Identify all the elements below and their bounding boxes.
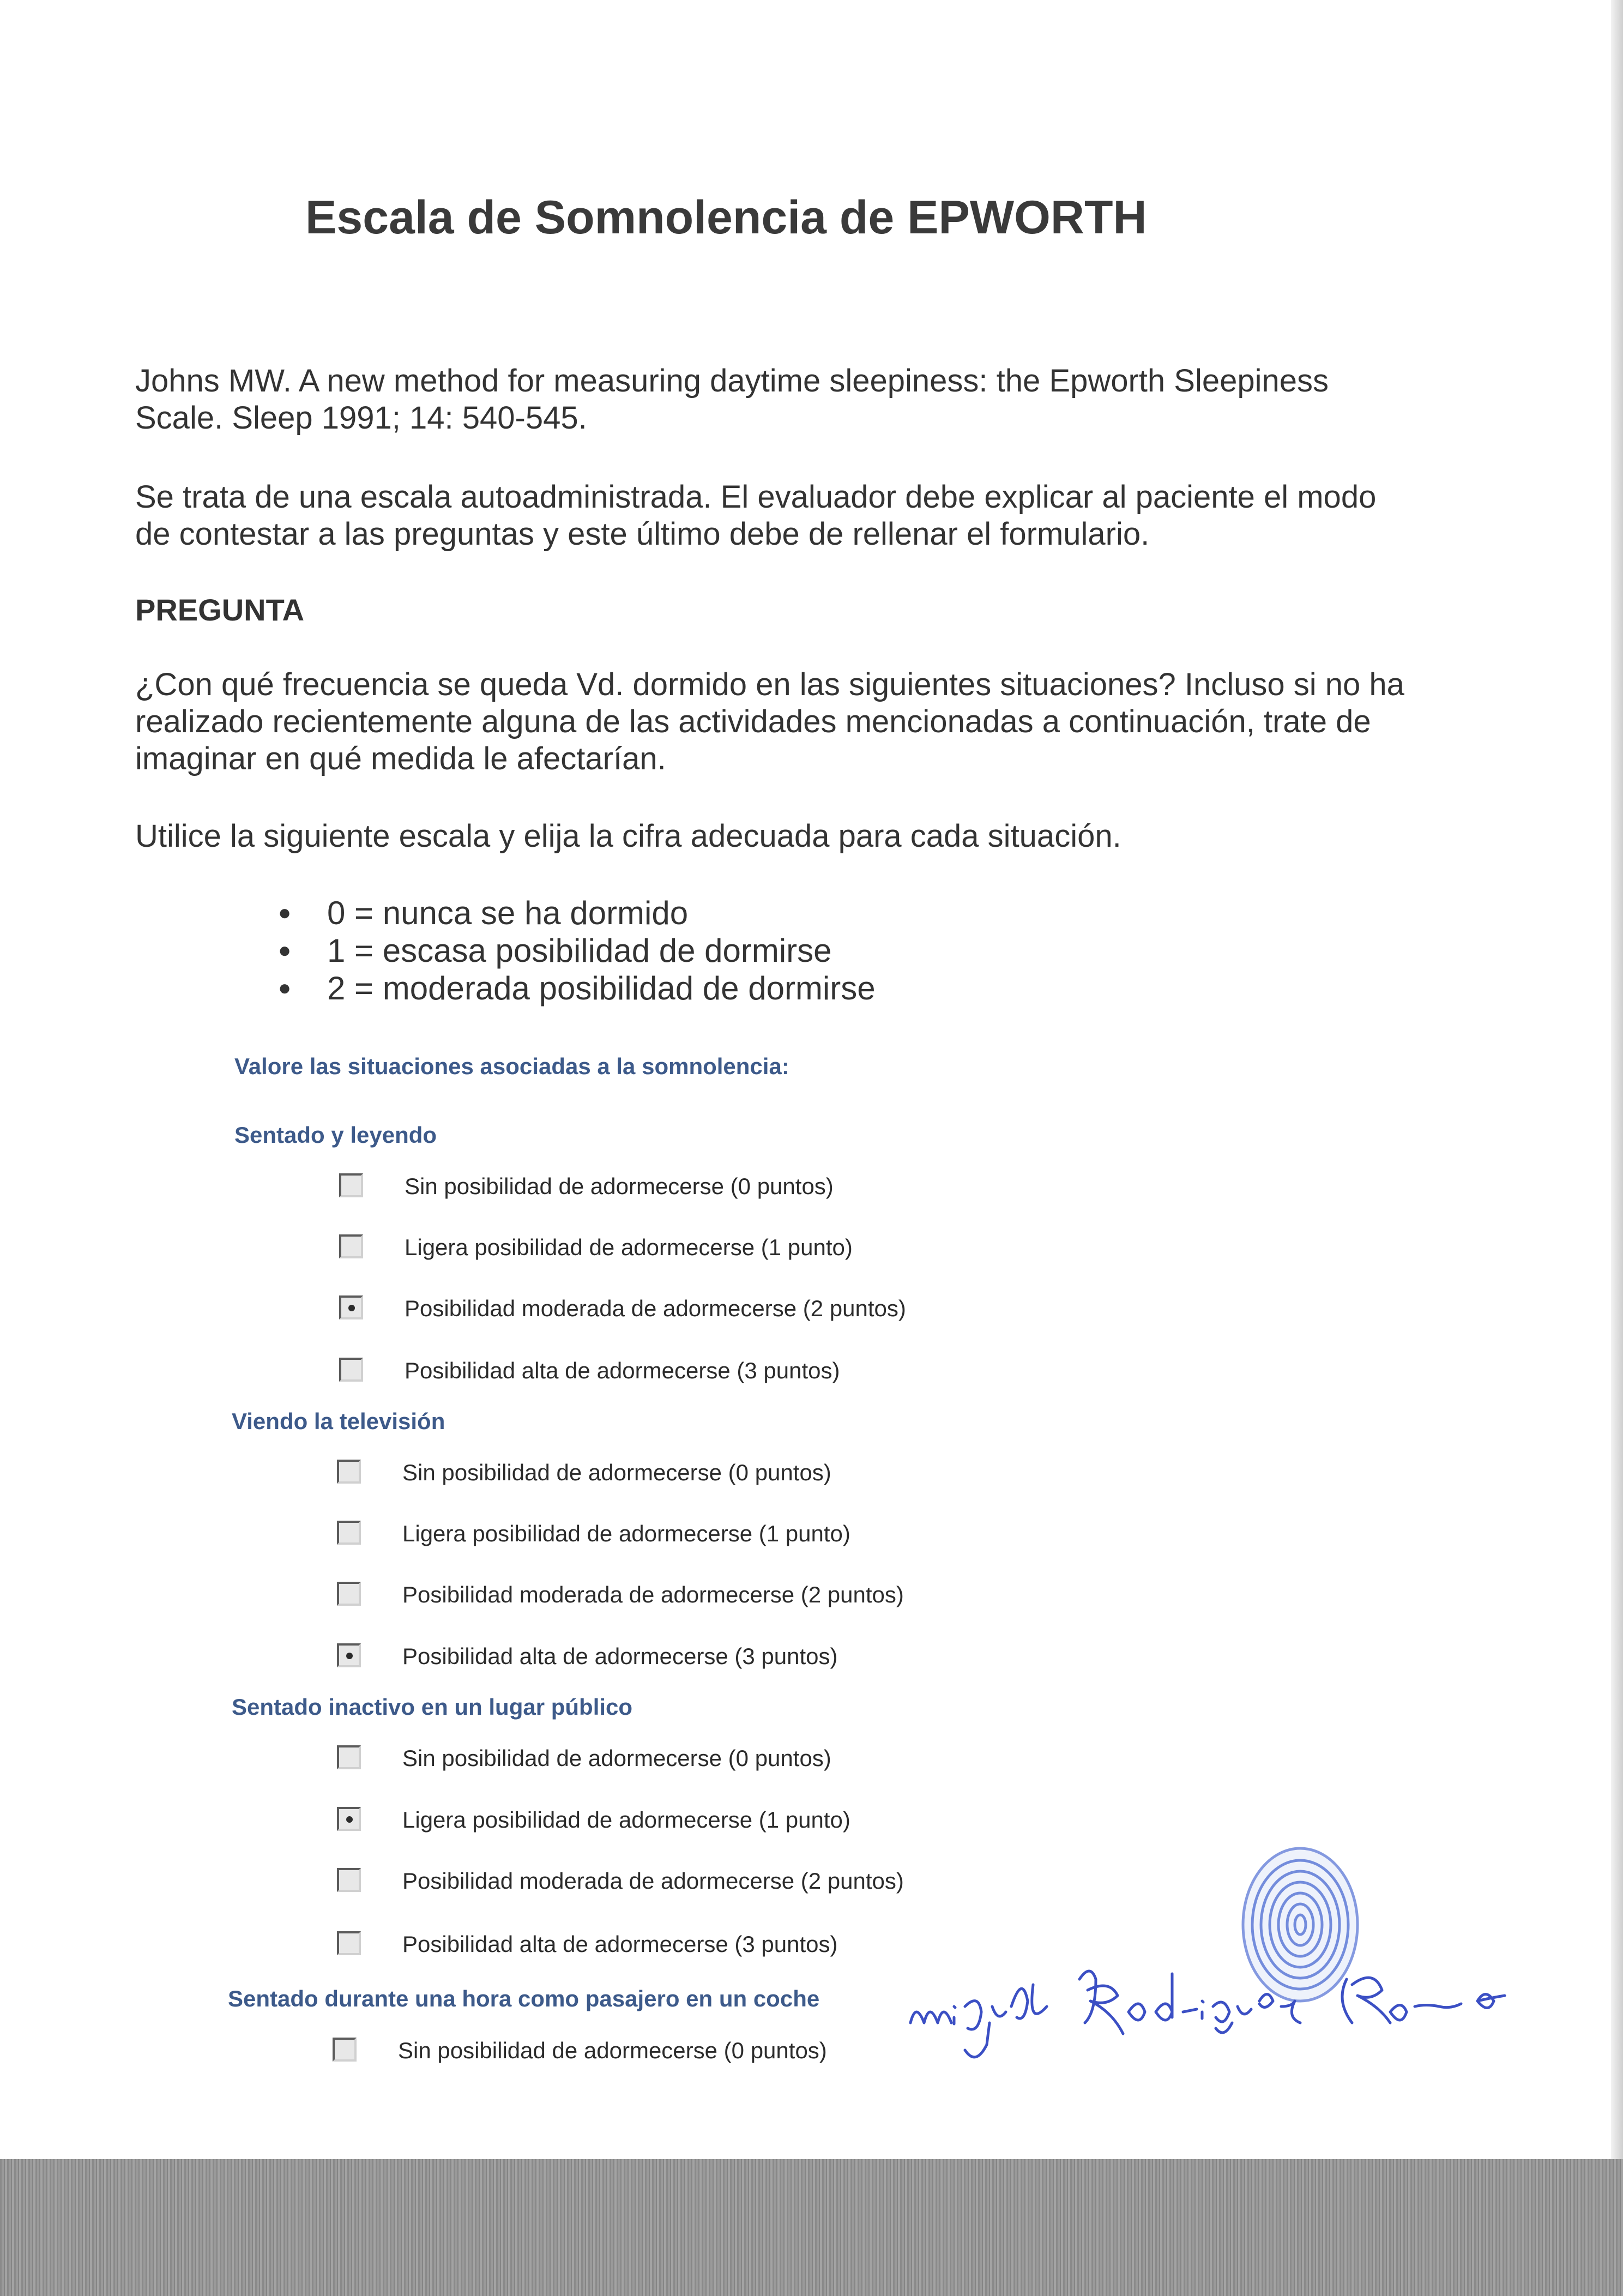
radio-button[interactable] bbox=[337, 1931, 361, 1955]
question-text: ¿Con qué frecuencia se queda Vd. dormido en las siguientes situaciones? Incluso si no ha realizado recientemente alguna de las actividades mencionadas a continuación, trate de imaginar en qué medida le afectarían. bbox=[135, 667, 1404, 776]
scanner-bed-band bbox=[0, 2159, 1623, 2296]
section-title: Sentado y leyendo bbox=[234, 1122, 437, 1148]
handwritten-signature bbox=[910, 1971, 1505, 2057]
radio-option-label: Ligera posibilidad de adormecerse (1 punto) bbox=[402, 1807, 850, 1833]
section-title: Sentado inactivo en un lugar público bbox=[232, 1694, 633, 1720]
radio-button[interactable] bbox=[337, 1521, 361, 1545]
signature-area bbox=[900, 1843, 1554, 2094]
radio-button[interactable] bbox=[339, 1173, 363, 1197]
section-title: Viendo la televisión bbox=[232, 1408, 445, 1434]
radio-button[interactable] bbox=[339, 1358, 363, 1382]
radio-selected-dot bbox=[346, 1816, 353, 1823]
radio-button[interactable] bbox=[337, 1868, 361, 1892]
radio-option-label: Ligera posibilidad de adormecerse (1 punto) bbox=[405, 1234, 853, 1260]
question-heading: PREGUNTA bbox=[135, 593, 305, 627]
radio-button[interactable] bbox=[333, 2038, 357, 2062]
radio-option-label: Sin posibilidad de adormecerse (0 puntos) bbox=[402, 1745, 831, 1771]
scale-item: ● 2 = moderada posibilidad de dormirse bbox=[278, 970, 876, 1007]
scale-list bbox=[273, 894, 876, 1007]
radio-button[interactable] bbox=[337, 1807, 361, 1831]
radio-option-label: Posibilidad moderada de adormecerse (2 puntos) bbox=[402, 1582, 904, 1607]
page-edge-shadow bbox=[1611, 0, 1623, 2159]
radio-button[interactable] bbox=[339, 1234, 363, 1258]
radio-button[interactable] bbox=[337, 1582, 361, 1606]
radio-option-label: Posibilidad moderada de adormecerse (2 puntos) bbox=[402, 1868, 904, 1894]
radio-button[interactable] bbox=[337, 1745, 361, 1769]
intro-paragraph: Se trata de una escala autoadministrada. El evaluador debe explicar al paciente el modo de contestar a las preguntas y este último debe de rellenar el formulario. bbox=[135, 479, 1377, 552]
radio-option-label: Posibilidad alta de adormecerse (3 puntos) bbox=[402, 1931, 838, 1957]
radio-button[interactable] bbox=[337, 1460, 361, 1484]
radio-button[interactable] bbox=[337, 1643, 361, 1667]
radio-option-label: Posibilidad alta de adormecerse (3 puntos) bbox=[405, 1358, 840, 1383]
radio-selected-dot bbox=[348, 1305, 355, 1311]
situations-heading: Valore las situaciones asociadas a la somnolencia: bbox=[234, 1053, 789, 1079]
radio-selected-dot bbox=[346, 1653, 353, 1659]
scale-item: ● 1 = escasa posibilidad de dormirse bbox=[278, 932, 832, 969]
scale-instruction: Utilice la siguiente escala y elija la cifra adecuada para cada situación. bbox=[135, 818, 1121, 854]
radio-option-label: Sin posibilidad de adormecerse (0 puntos) bbox=[405, 1173, 834, 1199]
document-title: Escala de Somnolencia de EPWORTH bbox=[305, 191, 1147, 244]
section-title: Sentado durante una hora como pasajero en un coche bbox=[228, 1986, 820, 2011]
radio-option-label: Posibilidad alta de adormecerse (3 puntos) bbox=[402, 1643, 838, 1669]
radio-button[interactable] bbox=[339, 1295, 363, 1319]
radio-option-label: Ligera posibilidad de adormecerse (1 punto) bbox=[402, 1521, 850, 1546]
scale-item: ● 0 = nunca se ha dormido bbox=[278, 895, 689, 931]
fingerprint-icon bbox=[1243, 1848, 1357, 2001]
radio-option-label: Sin posibilidad de adormecerse (0 puntos) bbox=[402, 1460, 831, 1485]
radio-option-label: Posibilidad moderada de adormecerse (2 puntos) bbox=[405, 1295, 906, 1321]
radio-option-label: Sin posibilidad de adormecerse (0 puntos) bbox=[398, 2038, 827, 2063]
reference-citation: Johns MW. A new method for measuring daytime sleepiness: the Epworth Sleepiness Scale. Sleep 1991; 14: 540-545. bbox=[135, 363, 1329, 436]
